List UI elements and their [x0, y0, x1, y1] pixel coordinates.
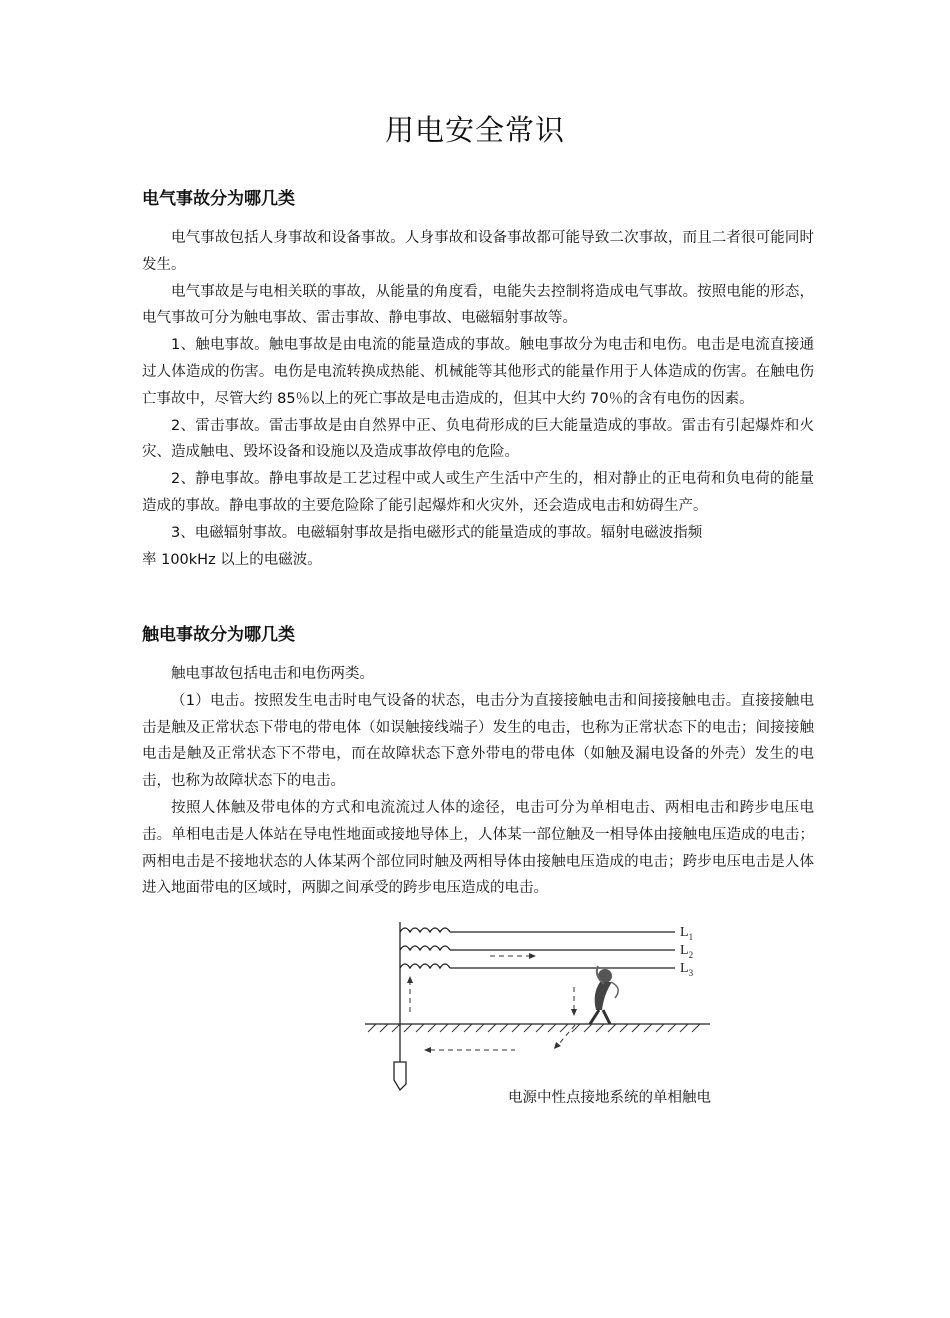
single-phase-shock-diagram — [360, 912, 720, 1097]
paragraph: 1、触电事故。触电事故是由电流的能量造成的事故。触电事故分为电击和电伤。电击是电流直接通过人体造成的伤害。电伤是电流转换成热能、机械能等其他形式的能量作用于人体造成的伤害。在触电伤亡事故中，尽管大约 85％以上的死亡事故是电击造成的，但其中大约 70％的含有电伤的因素。 — [142, 337, 814, 407]
label-l3: $L_3$ — [680, 961, 694, 978]
paragraph: 2、静电事故。静电事故是工艺过程中或人或生产生活中产生的，相对静止的正电荷和负电荷的能量造成的事故。静电事故的主要危险除了能引起爆炸和火灾外，还会造成电击和妨碍生产。 — [142, 471, 814, 514]
section-electrical-accidents — [142, 187, 814, 573]
paragraph-line: 率 100kHz 以上的电磁波。 — [142, 551, 322, 568]
paragraph — [142, 520, 814, 574]
paragraph: 按照人体触及带电体的方式和电流流过人体的途径，电击可分为单相电击、两相电击和跨步电压电击。单相电击是人体站在导电性地面或接地导体上，人体某一部位触及一相导体由接触电压造成的电击；两相电击是不接地状态的人体某两个部位同时触及两相导体由接触电压造成的电击；跨步电压电击是人体进入地面带电的区域时，两脚之间承受的跨步电压造成的电击。 — [142, 799, 814, 897]
coil-2 — [400, 946, 450, 950]
section-heading: 电气事故分为哪几类 — [142, 189, 295, 209]
paragraph: 电气事故包括人身事故和设备事故。人身事故和设备事故都可能导致二次事故，而且二者很可能同时发生。 — [142, 230, 814, 273]
ground-electrode — [394, 1062, 406, 1090]
ground-hatching — [368, 1024, 700, 1032]
phase-labels — [680, 925, 694, 978]
paragraph: 触电事故包括电击和电伤两类。 — [171, 666, 374, 682]
label-l2: $L_2$ — [680, 943, 694, 960]
paragraph: 2、雷击事故。雷击事故是由自然界中正、负电荷形成的巨大能量造成的事故。雷击有引起爆炸和火灾、造成触电、毁坏设备和设施以及造成事故停电的危险。 — [142, 417, 814, 461]
section-heading: 触电事故分为哪几类 — [142, 625, 295, 645]
current-path-arrows — [410, 956, 575, 1050]
section-electric-shock-types — [142, 623, 814, 902]
paragraph: （1）电击。按照发生电击时电气设备的状态，电击分为直接接触电击和间接接触电击。直接接触电击是触及正常状态下带电的带电体（如误触接线端子）发生的电击，也称为正常状态下的电击；间接接触电击是触及正常状态下不带电，而在故障状态下意外带电的带电体（如触及漏电设备的外壳）发生的电击，也称为故障状态下的电击。 — [142, 692, 814, 790]
coil-1 — [400, 928, 450, 932]
figure-caption: 电源中性点接地系统的单相触电 — [508, 1090, 711, 1106]
coil-3 — [400, 964, 450, 968]
label-l1: $L_1$ — [680, 925, 694, 942]
paragraph: 电气事故是与电相关联的事故，从能量的角度看，电能失去控制将造成电气事故。按照电能的形态，电气事故可分为触电事故、雷击事故、静电事故、电磁辐射事故等。 — [142, 283, 814, 327]
document-title: 用电安全常识 — [384, 113, 565, 147]
paragraph-line: 3、电磁辐射事故。电磁辐射事故是指电磁形式的能量造成的事故。辐射电磁波指频 — [171, 524, 703, 541]
person-icon — [590, 966, 618, 1024]
